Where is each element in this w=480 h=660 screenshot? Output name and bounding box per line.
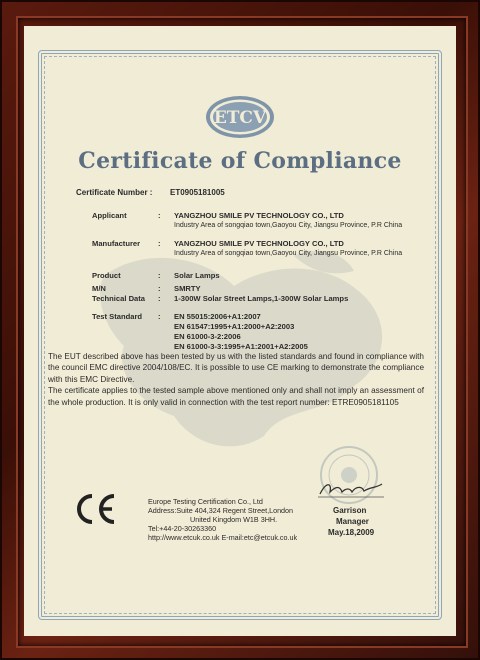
certificate-paper — [24, 26, 456, 636]
colon: : — [158, 271, 161, 280]
test-standard-item: EN 61000-3-2:2006 — [174, 332, 241, 341]
applicant-address: Industry Area of songqiao town,Gaoyou City, Jiangsu Province, P.R China — [174, 222, 403, 229]
technical-data-value: 1-300W Solar Street Lamps,1-300W Solar Lamps — [174, 294, 349, 303]
compliance-statement — [48, 351, 424, 408]
issuer-web: http://www.etcuk.co.uk E-mail:etc@etcuk.co.uk — [148, 533, 298, 542]
certificate-title: Certificate of Compliance — [78, 148, 402, 174]
signatory-title: Manager — [336, 517, 369, 526]
issuer-address-line-2: United Kingdom W1B 3HH. — [190, 515, 278, 524]
applicant-label: Applicant — [92, 211, 127, 220]
signatory-date: May.18,2009 — [328, 528, 375, 537]
test-standard-item: EN 61547:1995+A1:2000+A2:2003 — [174, 322, 295, 331]
manufacturer-name: YANGZHOU SMILE PV TECHNOLOGY CO., LTD — [174, 239, 344, 248]
test-standard-item: EN 55015:2006+A1:2007 — [174, 312, 261, 321]
manufacturer-label: Manufacturer — [92, 239, 141, 248]
statement-paragraph: The EUT described above has been tested by us with the listed standards and found in compliance with the council EMC directive 2004/108/EC. It is possible to use CE marking to demonstrate the compliance with this EMC Directive. — [48, 352, 424, 384]
technical-data-label: Technical Data — [92, 294, 146, 303]
model-value: SMRTY — [174, 284, 201, 293]
ce-mark-icon — [74, 492, 118, 526]
certificate-number: ET0905181005 — [170, 188, 225, 197]
colon: : — [158, 294, 161, 303]
signature-icon — [316, 478, 386, 500]
signatory-name: Garrison — [333, 506, 367, 515]
issuer-address-line-1: Address:Suite 404,324 Regent Street,London — [148, 506, 294, 515]
issuer-tel: Tel:+44-20-30263360 — [148, 524, 217, 533]
manufacturer-address: Industry Area of songqiao town,Gaoyou City, Jiangsu Province, P.R China — [174, 250, 403, 257]
product-value: Solar Lamps — [174, 271, 220, 280]
colon: : — [158, 239, 161, 248]
test-standard-label: Test Standard — [92, 312, 143, 321]
colon: : — [158, 211, 161, 220]
colon: : — [158, 312, 161, 321]
colon: : — [158, 284, 161, 293]
issuer-name: Europe Testing Certification Co., Ltd — [148, 497, 263, 506]
statement-paragraph: The certificate applies to the tested sample above mentioned only and shall not imply an assessment of the whole production. It is only valid in connection with the test report number: ETRE0905181105 — [48, 386, 424, 407]
svg-text:ETCV: ETCV — [213, 108, 267, 128]
model-label: M/N — [92, 284, 106, 293]
certificate-number-label: Certificate Number : — [76, 188, 153, 197]
test-standard-item: EN 61000-3-3:1995+A1:2001+A2:2005 — [174, 342, 308, 351]
applicant-name: YANGZHOU SMILE PV TECHNOLOGY CO., LTD — [174, 211, 344, 220]
product-label: Product — [92, 271, 121, 280]
etcv-logo-icon — [200, 92, 280, 142]
